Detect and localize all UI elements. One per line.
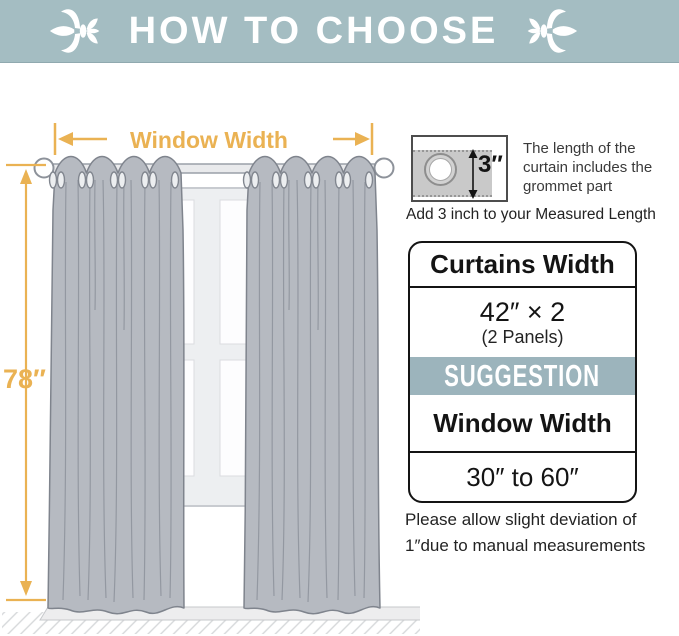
curtain-panel-right [244,157,381,614]
suggestion-band [410,357,635,395]
fleur-de-lis-icon [47,3,103,59]
curtains-width-cell [410,288,635,357]
curtains-width-value: 42″ × 2 [479,297,566,327]
footnote-line-1: Please allow slight deviation of [405,510,637,529]
fleur-de-lis-icon [524,3,580,59]
arrowhead-left [58,132,73,146]
size-table [408,241,637,503]
curtain-panel-left [48,157,184,614]
grommet-depth-value: 3″ [478,151,503,178]
curtain-height-label: 78″ [3,364,46,394]
curtain-window-illustration [0,63,420,636]
measured-length-note: Add 3 inch to your Measured Length [406,206,656,223]
header-banner [0,0,679,63]
panels-note: (2 Panels) [481,327,564,347]
curtains-width-header: Curtains Width [410,243,635,288]
grommet-hole [429,158,452,181]
deviation-footnote [405,507,675,559]
arrowhead-up [20,169,32,184]
arrowhead-down [20,581,32,596]
window-width-value: 30″ to 60″ [466,461,579,492]
footnote-line-2: 1″due to manual measurements [405,536,646,555]
suggestion-label: SUGGESTION [444,358,601,393]
rod-finial-right [375,159,394,178]
page-title: HOW TO CHOOSE [128,10,499,52]
window-width-label: Window Width [130,127,288,153]
arrowhead-right [355,132,370,146]
window-width-header: Window Width [410,395,635,453]
header-banner-content [47,0,581,62]
grommet-caption: The length of the curtain includes the grommet part [523,140,653,195]
grommet-icon [424,153,457,186]
grommet-detail-figure [411,135,508,202]
